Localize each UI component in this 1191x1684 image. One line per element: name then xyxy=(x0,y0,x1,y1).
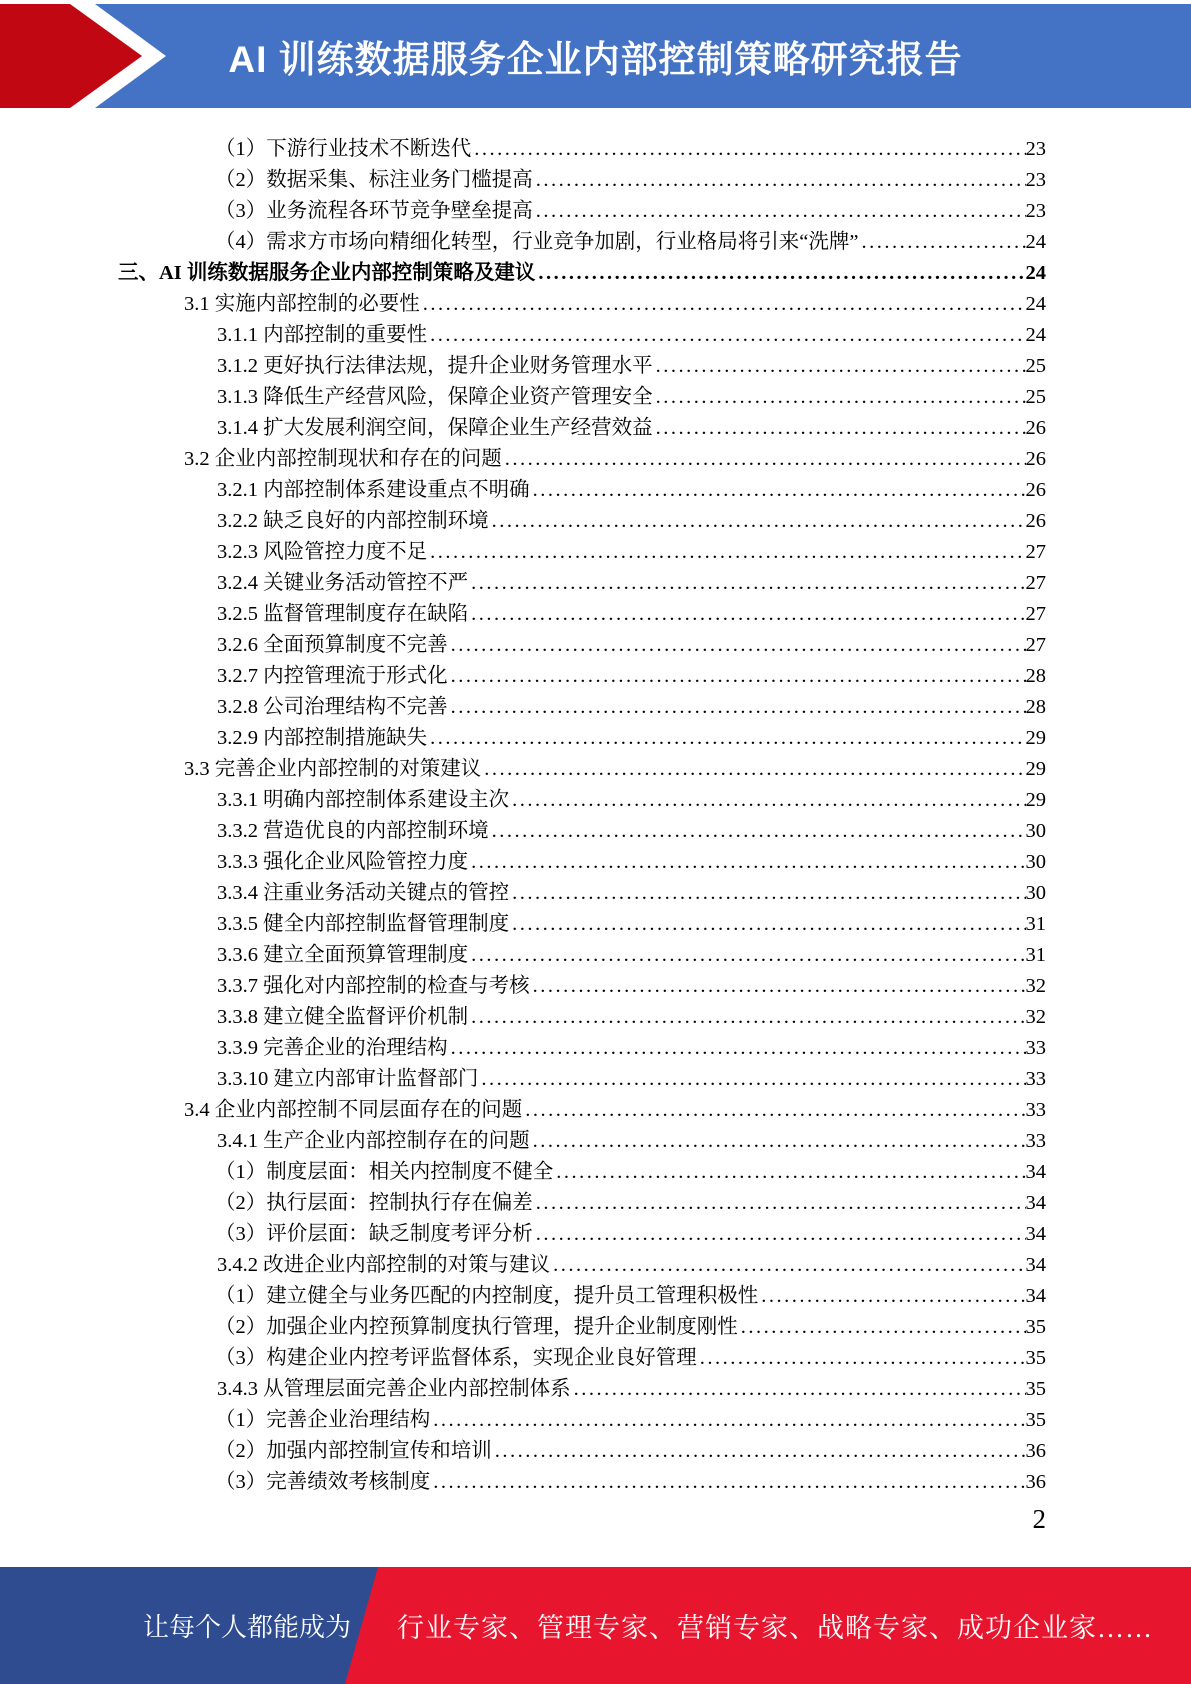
toc-entry-page: 27 xyxy=(1025,541,1046,563)
toc-leader-dots xyxy=(430,1467,1025,1498)
toc-entry[interactable] xyxy=(118,1002,1046,1033)
toc-entry-page: 26 xyxy=(1025,448,1046,470)
toc-entry-page: 24 xyxy=(1025,324,1046,346)
toc-leader-dots xyxy=(420,289,1026,320)
toc-entry-page: 35 xyxy=(1025,1378,1046,1400)
toc-entry[interactable] xyxy=(118,909,1046,940)
toc-entry-label: 3.1 实施内部控制的必要性 xyxy=(184,293,420,315)
toc-entry-label: 3.2.3 风险管控力度不足 xyxy=(217,541,428,563)
toc-entry[interactable] xyxy=(118,1033,1046,1064)
toc-leader-dots xyxy=(738,1312,1026,1343)
toc-entry-label: 3.3.10 建立内部审计监督部门 xyxy=(217,1068,479,1090)
toc-entry-label: 三、AI 训练数据服务企业内部控制策略及建议 xyxy=(118,262,536,284)
toc-entry-page: 33 xyxy=(1025,1130,1046,1152)
toc-entry-page: 25 xyxy=(1025,386,1046,408)
toc-entry[interactable] xyxy=(118,351,1046,382)
toc-entry-page: 29 xyxy=(1025,789,1046,811)
toc-leader-dots xyxy=(858,227,1025,258)
toc-entry-label: 3.3.8 建立健全监督评价机制 xyxy=(217,1006,469,1028)
toc-entry-label: 3.3 完善企业内部控制的对策建议 xyxy=(184,758,482,780)
toc-entry[interactable] xyxy=(118,1405,1046,1436)
toc-entry[interactable] xyxy=(118,1281,1046,1312)
toc-entry-label: 3.3.2 营造优良的内部控制环境 xyxy=(217,820,489,842)
toc-entry-page: 28 xyxy=(1025,696,1046,718)
toc-entry-page: 27 xyxy=(1025,572,1046,594)
page-number: 2 xyxy=(1032,1504,1046,1534)
toc-leader-dots xyxy=(653,413,1026,444)
toc-leader-dots xyxy=(653,382,1026,413)
footer-banner xyxy=(0,1567,1191,1684)
toc-entry[interactable] xyxy=(118,1219,1046,1250)
toc-entry-label: 3.2.1 内部控制体系建设重点不明确 xyxy=(217,479,530,501)
toc-leader-dots xyxy=(489,506,1026,537)
toc-leader-dots xyxy=(489,816,1026,847)
toc-entry[interactable] xyxy=(118,630,1046,661)
toc-entry[interactable] xyxy=(118,661,1046,692)
toc-entry[interactable] xyxy=(118,134,1046,165)
footer-slogan-right: 行业专家、管理专家、营销专家、战略专家、成功企业家…… xyxy=(397,1613,1153,1643)
toc-entry[interactable] xyxy=(118,878,1046,909)
toc-entry-page: 30 xyxy=(1025,882,1046,904)
toc-leader-dots xyxy=(553,1157,1025,1188)
footer-slogan-left: 让每个人都能成为 xyxy=(143,1612,352,1642)
toc-entry-label: （4）需求方市场向精细化转型，行业竞争加剧，行业格局将引来“洗牌” xyxy=(215,231,859,253)
toc-entry[interactable] xyxy=(118,506,1046,537)
toc-entry-label: （3）业务流程各环节竞争壁垒提高 xyxy=(215,200,533,222)
toc-entry-page: 30 xyxy=(1025,851,1046,873)
toc-entry[interactable] xyxy=(118,816,1046,847)
toc-leader-dots xyxy=(571,1374,1026,1405)
toc-entry-label: 3.3.5 健全内部控制监督管理制度 xyxy=(217,913,510,935)
toc-leader-dots xyxy=(492,1436,1026,1467)
toc-entry-label: 3.3.7 强化对内部控制的检查与考核 xyxy=(217,975,530,997)
toc-list xyxy=(118,134,1046,1498)
toc-entry-label: 3.1.3 降低生产经营风险，保障企业资产管理安全 xyxy=(217,386,653,408)
toc-entry[interactable] xyxy=(118,196,1046,227)
toc-entry[interactable] xyxy=(118,1157,1046,1188)
toc-entry-label: 3.1.2 更好执行法律法规，提升企业财务管理水平 xyxy=(217,355,653,377)
toc-entry-label: 3.2.6 全面预算制度不完善 xyxy=(217,634,448,656)
toc-entry-label: （1）建立健全与业务匹配的内控制度，提升员工管理积极性 xyxy=(215,1285,759,1307)
toc-entry-page: 24 xyxy=(1025,262,1046,284)
toc-entry-label: 3.2.2 缺乏良好的内部控制环境 xyxy=(217,510,489,532)
toc-entry-page: 27 xyxy=(1025,634,1046,656)
toc-leader-dots xyxy=(427,320,1025,351)
toc-leader-dots xyxy=(427,723,1025,754)
toc-entry-label: （1）完善企业治理结构 xyxy=(215,1409,431,1431)
toc-leader-dots xyxy=(468,568,1025,599)
toc-leader-dots xyxy=(478,1064,1025,1095)
toc-entry[interactable] xyxy=(118,444,1046,475)
toc-entry[interactable] xyxy=(118,1467,1046,1498)
toc-entry-page: 23 xyxy=(1025,200,1046,222)
toc-leader-dots xyxy=(448,661,1026,692)
toc-leader-dots xyxy=(509,909,1025,940)
toc-entry-page: 29 xyxy=(1025,727,1046,749)
toc-entry-label: 3.4 企业内部控制不同层面存在的问题 xyxy=(184,1099,523,1121)
toc-entry[interactable] xyxy=(118,723,1046,754)
toc-entry[interactable] xyxy=(118,1436,1046,1467)
toc-entry-label: 3.3.6 建立全面预算管理制度 xyxy=(217,944,469,966)
toc-entry-label: 3.2.5 监督管理制度存在缺陷 xyxy=(217,603,469,625)
toc-leader-dots xyxy=(509,785,1025,816)
toc-entry-page: 24 xyxy=(1025,231,1046,253)
toc-entry-label: （2）数据采集、标注业务门槛提高 xyxy=(215,169,533,191)
toc-leader-dots xyxy=(522,1095,1025,1126)
toc-entry-label: 3.2.7 内控管理流于形式化 xyxy=(217,665,448,687)
toc-entry-page: 34 xyxy=(1025,1161,1046,1183)
toc-entry[interactable] xyxy=(118,754,1046,785)
toc-entry-page: 35 xyxy=(1025,1316,1046,1338)
toc-entry-page: 31 xyxy=(1025,944,1046,966)
toc-leader-dots xyxy=(427,537,1025,568)
toc-entry-label: （1）制度层面：相关内控制度不健全 xyxy=(215,1161,554,1183)
toc-leader-dots xyxy=(533,1219,1026,1250)
toc-entry-page: 35 xyxy=(1025,1409,1046,1431)
toc-entry-page: 26 xyxy=(1025,479,1046,501)
toc-entry[interactable] xyxy=(118,475,1046,506)
toc-entry-page: 25 xyxy=(1025,355,1046,377)
toc-entry-page: 34 xyxy=(1025,1192,1046,1214)
toc-entry[interactable] xyxy=(118,971,1046,1002)
toc-entry-page: 34 xyxy=(1025,1223,1046,1245)
toc-entry-page: 29 xyxy=(1025,758,1046,780)
toc-entry-label: 3.4.2 改进企业内部控制的对策与建议 xyxy=(217,1254,551,1276)
toc-entry-label: 3.3.4 注重业务活动关键点的管控 xyxy=(217,882,510,904)
toc-entry[interactable] xyxy=(118,599,1046,630)
toc-entry-page: 33 xyxy=(1025,1099,1046,1121)
toc-entry[interactable] xyxy=(118,289,1046,320)
toc-entry-page: 26 xyxy=(1025,510,1046,532)
toc-entry-page: 34 xyxy=(1025,1254,1046,1276)
toc-entry-page: 36 xyxy=(1025,1440,1046,1462)
toc-entry-label: 3.3.3 强化企业风险管控力度 xyxy=(217,851,469,873)
toc-entry-label: 3.4.1 生产企业内部控制存在的问题 xyxy=(217,1130,530,1152)
toc-entry-label: （2）加强内部控制宣传和培训 xyxy=(215,1440,492,1462)
toc-entry-label: 3.2.4 关键业务活动管控不严 xyxy=(217,572,469,594)
toc-leader-dots xyxy=(530,1126,1026,1157)
toc-entry[interactable] xyxy=(118,382,1046,413)
toc-entry[interactable] xyxy=(118,1064,1046,1095)
toc-entry-page: 27 xyxy=(1025,603,1046,625)
toc-entry-page: 30 xyxy=(1025,820,1046,842)
toc-entry-page: 23 xyxy=(1025,138,1046,160)
toc-entry[interactable] xyxy=(118,227,1046,258)
toc-entry-label: （1）下游行业技术不断迭代 xyxy=(215,138,472,160)
toc-entry-page: 35 xyxy=(1025,1347,1046,1369)
toc-leader-dots xyxy=(468,1002,1025,1033)
toc-entry-page: 26 xyxy=(1025,417,1046,439)
toc-entry-page: 33 xyxy=(1025,1068,1046,1090)
toc-entry[interactable] xyxy=(118,1188,1046,1219)
toc-entry-label: 3.3.9 完善企业的治理结构 xyxy=(217,1037,448,1059)
toc-entry-label: 3.4.3 从管理层面完善企业内部控制体系 xyxy=(217,1378,571,1400)
toc-entry[interactable] xyxy=(118,1095,1046,1126)
toc-entry[interactable] xyxy=(118,320,1046,351)
toc-entry[interactable] xyxy=(118,692,1046,723)
toc-leader-dots xyxy=(653,351,1026,382)
toc-entry-label: 3.1.4 扩大发展利润空间，保障企业生产经营效益 xyxy=(217,417,653,439)
toc-entry-page: 31 xyxy=(1025,913,1046,935)
toc-entry[interactable] xyxy=(118,165,1046,196)
toc-leader-dots xyxy=(533,196,1026,227)
toc-leader-dots xyxy=(502,444,1026,475)
toc-leader-dots xyxy=(758,1281,1025,1312)
toc-leader-dots xyxy=(533,1188,1026,1219)
toc-leader-dots xyxy=(471,134,1025,165)
toc-entry-label: （2）执行层面：控制执行存在偏差 xyxy=(215,1192,533,1214)
toc-leader-dots xyxy=(697,1343,1026,1374)
toc-entry[interactable] xyxy=(118,258,1046,289)
toc-entry[interactable] xyxy=(118,940,1046,971)
toc-entry-page: 32 xyxy=(1025,1006,1046,1028)
toc-entry[interactable] xyxy=(118,413,1046,444)
toc-leader-dots xyxy=(533,165,1026,196)
toc-entry[interactable] xyxy=(118,1374,1046,1405)
toc-entry-page: 34 xyxy=(1025,1285,1046,1307)
toc-entry-label: （3）评价层面：缺乏制度考评分析 xyxy=(215,1223,533,1245)
toc-entry-label: 3.1.1 内部控制的重要性 xyxy=(217,324,428,346)
toc-entry-page: 32 xyxy=(1025,975,1046,997)
toc-entry[interactable] xyxy=(118,568,1046,599)
header-banner xyxy=(0,4,1191,108)
toc-leader-dots xyxy=(448,692,1026,723)
toc-leader-dots xyxy=(430,1405,1025,1436)
toc-leader-dots xyxy=(509,878,1025,909)
toc-leader-dots xyxy=(448,1033,1026,1064)
toc-entry[interactable] xyxy=(118,1343,1046,1374)
toc-leader-dots xyxy=(535,258,1025,289)
report-title: AI 训练数据服务企业内部控制策略研究报告 xyxy=(228,39,963,80)
toc-entry-label: （3）完善绩效考核制度 xyxy=(215,1471,431,1493)
toc-entry-page: 24 xyxy=(1025,293,1046,315)
toc-leader-dots xyxy=(530,971,1026,1002)
toc-entry[interactable] xyxy=(118,1250,1046,1281)
toc-entry[interactable] xyxy=(118,1312,1046,1343)
toc-entry[interactable] xyxy=(118,847,1046,878)
toc-leader-dots xyxy=(468,847,1025,878)
toc-entry-label: （2）加强企业内控预算制度执行管理，提升企业制度刚性 xyxy=(215,1316,738,1338)
toc-leader-dots xyxy=(550,1250,1025,1281)
toc-leader-dots xyxy=(468,940,1025,971)
toc-leader-dots xyxy=(481,754,1025,785)
toc-entry[interactable] xyxy=(118,1126,1046,1157)
toc-entry-page: 33 xyxy=(1025,1037,1046,1059)
toc-entry-page: 28 xyxy=(1025,665,1046,687)
toc-entry[interactable] xyxy=(118,785,1046,816)
toc-entry-label: 3.3.1 明确内部控制体系建设主次 xyxy=(217,789,510,811)
toc-leader-dots xyxy=(530,475,1026,506)
toc-leader-dots xyxy=(468,599,1025,630)
toc-entry-page: 23 xyxy=(1025,169,1046,191)
toc-entry-label: 3.2.8 公司治理结构不完善 xyxy=(217,696,448,718)
toc-entry-label: （3）构建企业内控考评监督体系，实现企业良好管理 xyxy=(215,1347,697,1369)
toc-entry[interactable] xyxy=(118,537,1046,568)
toc-entry-label: 3.2 企业内部控制现状和存在的问题 xyxy=(184,448,502,470)
toc-leader-dots xyxy=(448,630,1026,661)
toc-entry-page: 36 xyxy=(1025,1471,1046,1493)
toc-entry-label: 3.2.9 内部控制措施缺失 xyxy=(217,727,428,749)
